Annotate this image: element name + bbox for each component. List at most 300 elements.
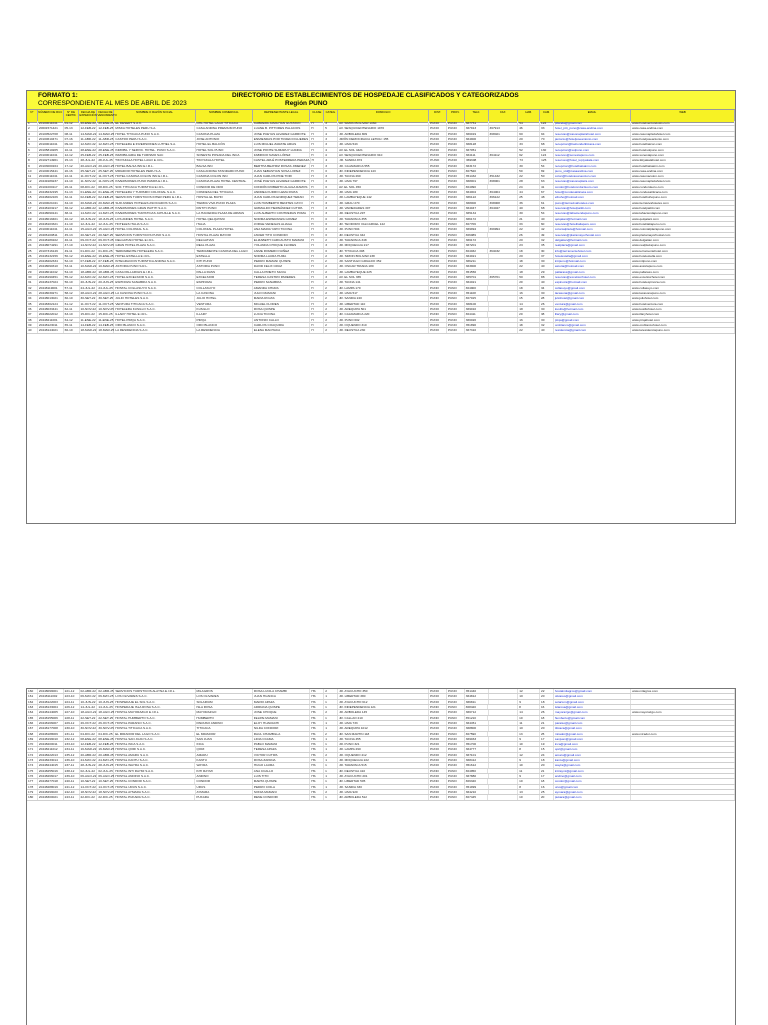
col-email-cell[interactable]: paraiso@gmail.com (554, 721, 631, 725)
col-trade-name-cell: EL MIRADOR (195, 732, 252, 736)
col-email-cell[interactable]: recepcion@hotelbalsainn.com (554, 164, 631, 168)
col-rooms-cell: 52 (518, 148, 540, 152)
col-issue-date-cell: 08-DIC-22 (80, 185, 98, 189)
col-class-cell: H (310, 211, 324, 215)
col-representative-cell: AMANDA CHURA (253, 286, 310, 290)
col-district-cell: PUNO (429, 179, 447, 183)
col-web-cell[interactable]: www.casonaplazahotel.com (631, 179, 735, 183)
col-ruc-cell: 20101000117 (38, 185, 64, 189)
col-ruc-cell: 20448103217 (38, 206, 64, 210)
col-email-cell[interactable]: delgatian@hotmail.com (554, 238, 631, 242)
col-category-cell: 1 (324, 763, 338, 767)
col-legal-name-cell: DELGATIAN HOTEL E.I.R.L. (114, 238, 195, 242)
col-ruc-cell: 20406100811 (38, 233, 64, 237)
col-address-cell: JR. PUNO 602 (338, 318, 429, 322)
col-beds-cell: 20 (540, 763, 554, 767)
col-fax-cell (488, 795, 518, 799)
col-email-cell[interactable]: colonialplaza@hotmail.com (554, 227, 631, 231)
col-number-cell: 9 (27, 164, 38, 168)
col-trade-name-cell: HUMBERTO (195, 716, 252, 720)
col-legal-name-cell: INVERSIONES TURISTICAS JAHUILLE S.A.C. (114, 211, 195, 215)
col-province-cell: PUNO (447, 275, 465, 279)
col-phone-cell: 351890 (465, 323, 489, 327)
col-expiry-date-cell: 07-FEB-25 (98, 259, 114, 264)
col-issue-date-cell: 28-ENE-22 (80, 147, 96, 152)
col-phone-cell: 351432 (465, 174, 489, 178)
col-email-cell[interactable]: pallarass@gmail.com (554, 270, 631, 274)
col-web-cell[interactable]: www.collasuyo.com (631, 286, 735, 290)
col-web-cell[interactable]: www.qelqatani.com (631, 217, 735, 221)
col-email-cell[interactable]: puno@tierravivahoteles.com (554, 201, 631, 205)
col-web-cell[interactable]: www.astoriapuno.com (631, 264, 735, 268)
col-phone-cell: 366211 (465, 259, 489, 263)
col-category-cell: 3 (324, 217, 338, 221)
col-email-cell[interactable]: juliohotel@gmail.com (554, 296, 631, 300)
col-email-cell[interactable]: colon@hotelcasonacolon.com (554, 174, 631, 178)
col-beds-cell: 26 (540, 710, 554, 714)
col-email-cell[interactable]: elbuho@hotmail.com (554, 195, 631, 199)
col-rooms-cell: 23 (518, 243, 540, 247)
col-class-cell: H (310, 259, 324, 263)
col-web-cell[interactable]: www.hotelbuhopuno.com (631, 195, 735, 199)
col-email-cell[interactable]: reservas@hotelpaititi.com (554, 206, 631, 210)
col-ruc-header: NÚMERO DE RUC (38, 110, 64, 122)
col-category-cell: 1 (324, 785, 338, 789)
col-address-cell: JR. TEODORO VALCARCEL 122 (338, 222, 429, 226)
col-issue-date-cell: 22-DIC-22 (80, 795, 98, 799)
col-number-cell: 35 (27, 302, 38, 306)
col-number-cell: 37 (27, 312, 38, 316)
col-address-header: DOMICILIO (338, 110, 429, 122)
col-web-cell[interactable]: www.delgatian.com (631, 238, 735, 242)
col-trade-name-cell: DELGATIAN (196, 238, 253, 242)
col-web-cell[interactable]: www.oroblancohotel.com (631, 323, 735, 327)
col-web-cell[interactable]: www.intipuno.com (631, 259, 735, 263)
col-email-cell[interactable]: ventura@gmail.com (554, 302, 631, 306)
col-number-cell: 177 (27, 779, 38, 783)
col-class-cell: H (310, 312, 324, 316)
col-district-cell: PUNO (429, 716, 447, 720)
col-address-cell: JR. CAJAMARCA 555 (338, 164, 429, 168)
col-web-cell[interactable]: www.hotelventura.com (631, 302, 735, 306)
col-district-cell: PUNO (429, 126, 447, 130)
col-ruc-cell: 20448137024 (38, 280, 64, 284)
col-province-cell: PUNO (447, 742, 465, 746)
col-phone-cell: 367520 (465, 169, 489, 173)
col-issue-date-cell: 16-MAR-22 (80, 747, 97, 752)
col-legal-name-cell: HOSTAL PUKARA S.A.C. (114, 795, 195, 799)
col-trade-name-cell: CASONA COLON INN (196, 174, 253, 178)
col-phone-cell: 364451 (465, 721, 489, 725)
col-web-cell[interactable]: www.juliohotel.com (631, 296, 735, 300)
col-web-cell[interactable]: www.casa-andina.com (631, 169, 735, 173)
col-ruc-cell: 20100011041 (38, 121, 64, 125)
col-email-cell[interactable]: mirador@gmail.com (554, 732, 631, 736)
col-address-cell: JR. DEUSTUA 230 (338, 328, 429, 332)
col-legal-name-cell: HOSTAL QORI S.A.C. (114, 747, 195, 751)
col-email-cell[interactable]: oroblanco@gmail.com (554, 323, 631, 327)
col-certificate-cell: 54-10 (64, 270, 80, 274)
col-phone-cell: 351999 (465, 785, 489, 789)
col-ruc-cell: 20448123011 (38, 323, 64, 327)
col-district-cell: PUNO (429, 201, 447, 205)
col-email-cell[interactable]: hotelestella@gmail.com (554, 254, 631, 258)
col-email-cell[interactable]: hotel_pt4_puno@casa-andina.com (554, 126, 631, 130)
col-issue-date-cell: 11-ABR-22 (80, 136, 96, 141)
col-address-cell: AV. EL SOL 4421 (338, 148, 429, 152)
col-class-cell: H (310, 264, 324, 268)
col-representative-cell: MIGUEL FLORES (253, 302, 310, 306)
col-representative-cell: LUANE B. PITTORES PALACIOS (253, 126, 310, 130)
col-issue-date-header: FECHA DE EXPEDICIÓN (79, 110, 97, 122)
col-expiry-date-cell: 08-ENE-25 (98, 736, 114, 741)
col-web-cell[interactable]: www.hotelestella.com (631, 254, 735, 258)
col-legal-name-cell: SERVICIOS TURISTICOS INTER PERU E.I.R.L. (114, 195, 195, 199)
col-legal-name-cell: CASA PALLARIGIS E.I.R.L. (114, 270, 195, 274)
col-beds-cell: 21 (540, 769, 554, 773)
col-issue-date-cell: 11-NOV-22 (80, 179, 96, 184)
col-email-cell[interactable]: qori@gmail.com (554, 747, 631, 751)
col-issue-date-cell: 12-FEB-22 (80, 126, 96, 131)
col-web-cell[interactable]: www.hotelventurelosis.com (631, 121, 735, 125)
col-representative-cell: JOSE PONTE SUMARUY LIANDA (253, 148, 310, 152)
col-province-cell: PUNO (447, 779, 465, 783)
col-issue-date-cell: 15-AGO-22 (80, 227, 97, 232)
col-email-cell[interactable]: espinoza@hotmail.com (554, 280, 631, 284)
col-fax-cell (489, 710, 519, 714)
col-category-cell: 2 (324, 302, 338, 306)
col-web-cell[interactable]: www.condordeoro.com (631, 185, 735, 189)
col-fax-cell (489, 742, 519, 746)
col-web-cell[interactable]: www.mayorazgo.com (631, 710, 735, 714)
col-legal-name-header: NOMBRE O RAZÓN SOCIAL (114, 110, 195, 122)
col-beds-cell: 42 (540, 227, 554, 231)
col-web-cell (631, 758, 735, 762)
col-email-cell[interactable]: titicaca@gmail.com (554, 726, 631, 730)
col-email-cell[interactable]: pilanda@gmail.com (554, 121, 631, 125)
col-email-cell[interactable]: olivares@gmail.com (554, 694, 631, 698)
col-legal-name-cell: HOTEL COLONIAL S.A. (114, 227, 195, 231)
col-legal-name-cell: EL MIRADOR DEL LAGO S.A.C. (114, 732, 195, 736)
col-legal-name-cell: ORO BLANCO S.A.C. (114, 323, 195, 327)
col-rooms-cell: 62 (518, 153, 540, 157)
col-web-cell[interactable]: www.hotelpaititi.com (631, 206, 735, 210)
col-district-cell: PUNO (429, 270, 447, 274)
col-email-cell[interactable]: reservas@casonaplaza.com (554, 179, 631, 183)
col-rooms-cell: 50 (518, 169, 540, 173)
col-phone-cell: 364004 (465, 190, 489, 194)
col-email-cell[interactable]: kantu@gmail.com (554, 758, 631, 762)
col-district-cell: PUNO (429, 158, 447, 162)
col-expiry-date-cell: 12-FEB-25 (98, 126, 114, 131)
col-rooms-cell: 8 (518, 747, 540, 751)
col-certificate-cell: 40-12 (64, 217, 80, 221)
col-fax-header: FAX (489, 110, 519, 122)
table-body-1 (27, 121, 735, 523)
col-trade-name-cell: BALSA INN (196, 164, 253, 168)
col-issue-date-cell: 24-JUL-22 (80, 286, 98, 290)
col-class-cell: HS (310, 737, 324, 741)
col-district-cell: PUNO (429, 742, 447, 746)
col-email-cell[interactable]: reservas@hotelitaliaperu.com (554, 222, 631, 226)
col-web-cell[interactable]: www.sonestapuno.com (631, 153, 735, 157)
col-email-cell[interactable]: amaru@gmail.com (554, 753, 631, 757)
col-expiry-date-cell: 06-AGO-25 (98, 774, 115, 778)
col-address-cell: JR. OQUENDO 412 (338, 753, 429, 757)
col-web-cell[interactable]: www.hoteljoseantonio.com (631, 137, 735, 141)
col-web-cell[interactable]: www.hotelespinoza.com (631, 280, 735, 284)
col-certificate-cell: 05-13 (64, 126, 80, 130)
col-number-cell: 36 (27, 307, 38, 311)
col-address-cell: JR. OSCAR TRIADA 180 (338, 264, 429, 268)
col-web-cell[interactable]: www.realplazapuno.com (631, 243, 735, 247)
col-category-cell: 2 (324, 318, 338, 322)
col-rooms-cell: 26 (518, 233, 540, 237)
col-address-cell: JR. AREQUIPA 1012 (338, 726, 429, 730)
col-ruc-cell: 20448266017 (38, 774, 64, 778)
col-beds-cell: 17 (540, 737, 554, 741)
col-phone-cell: 351440 (465, 689, 489, 693)
col-web-cell (631, 716, 735, 720)
col-representative-header: REPRESENTANTE LEGAL (253, 110, 310, 122)
col-expiry-date-cell: 11-NOV-25 (98, 179, 114, 184)
col-legal-name-cell: SOF. TITICACA TURISTICA E.I.R.L. (114, 185, 195, 189)
col-representative-cell: RENE CONDORI (253, 795, 310, 799)
col-class-cell: HS (310, 753, 324, 757)
col-email-cell[interactable]: reservas@excelsiorhotel.com (554, 275, 631, 279)
col-email-cell[interactable]: residencia@gmail.com (554, 328, 631, 332)
col-phone-cell: 364777 (465, 747, 489, 751)
col-phone-cell: 351700 (465, 742, 489, 746)
col-email-cell[interactable]: mayorazgo@gmail.com (554, 710, 631, 714)
col-district-cell: PUNO (429, 137, 447, 141)
col-expiry-date-cell: 11-OCT-25 (98, 301, 114, 306)
col-trade-name-cell: ORO BLANCO (195, 323, 252, 327)
col-class-header: CLASE (310, 110, 324, 122)
col-email-cell[interactable]: realplaza@gmail.com (554, 243, 631, 247)
col-email-cell[interactable]: reservas@plazamayorhostal.com (554, 233, 631, 237)
col-web-cell[interactable]: www.hotelbalcon.com (631, 142, 735, 146)
col-certificate-cell: 239-10 (64, 774, 80, 778)
col-email-cell[interactable]: recepcion@balcondeltiticaca.com (554, 142, 631, 146)
col-rooms-cell: 18 (518, 270, 540, 274)
col-address-cell: JR. SIMON BOLIVAR 238 (338, 254, 429, 258)
col-number-cell: 40 (27, 328, 38, 332)
col-legal-name-cell: INMOBILIARIA DE TURISMO SAC (114, 153, 195, 157)
col-web-cell[interactable]: www.hotelsolpuno.com (631, 148, 735, 152)
col-web-cell[interactable]: www.tikiyakalahotel.com (631, 158, 735, 162)
col-email-cell[interactable]: islarosa@gmail.com (554, 705, 631, 709)
col-web-cell[interactable]: www.colonialplazapuno.com (631, 227, 735, 231)
col-email-cell[interactable]: reservas@lahaciendapuno.com (554, 211, 631, 215)
col-web-cell (631, 779, 735, 783)
col-province-cell: PUNO (447, 726, 465, 730)
col-issue-date-cell: 12-FEB-22 (80, 742, 96, 747)
col-rooms-cell: 9 (518, 774, 540, 778)
col-beds-cell: 16 (540, 705, 554, 709)
col-web-cell[interactable]: www.pallarass.com (631, 270, 735, 274)
col-category-cell: 3 (324, 142, 338, 146)
col-web-cell[interactable]: www.tierravivahoteles.com (631, 201, 735, 205)
col-province-cell: PUNO (447, 270, 465, 274)
col-rooms-cell: 54 (518, 121, 540, 125)
col-email-cell[interactable]: pirqa@gmail.com (554, 318, 631, 322)
col-email-cell[interactable]: aymara@gmail.com (554, 790, 631, 794)
col-category-cell: 3 (324, 275, 338, 279)
col-representative-cell: GRIMALDO HERNÁNDEZ CUTIPA (253, 206, 310, 210)
col-email-cell[interactable]: intipuno@hotmail.com (554, 259, 631, 263)
col-rooms-cell: 9 (518, 700, 540, 704)
col-trade-name-cell: WAYRA (195, 763, 252, 767)
col-email-cell[interactable]: wayra@gmail.com (554, 763, 631, 767)
col-class-cell: H (310, 126, 324, 130)
col-legal-name-cell: HOSTAL TITICACA S.A.C. (114, 726, 195, 730)
col-web-cell[interactable]: www.lahaciendapuno.com (631, 211, 735, 215)
col-class-cell: H (310, 296, 324, 300)
col-phone-cell: 369994 (465, 227, 489, 231)
col-email-cell[interactable]: hostalmilagros@gmail.com (554, 689, 631, 693)
col-web-cell[interactable]: www.casa-andina.com (631, 126, 735, 130)
col-class-cell: H (310, 132, 324, 136)
col-province-cell: PUNO (447, 217, 465, 221)
col-email-cell[interactable]: reserves@sonestapuno.com (554, 153, 631, 157)
col-category-cell: 2 (324, 259, 338, 263)
col-number-cell: 174 (27, 763, 38, 767)
col-category-cell: 2 (324, 280, 338, 284)
col-phone-cell: 369340 (465, 779, 489, 783)
col-province-cell: PUNO (447, 296, 465, 300)
col-expiry-date-cell: 28-JUN-25 (98, 763, 114, 768)
col-fax-cell (489, 790, 519, 794)
col-class-cell: HS (310, 694, 324, 698)
col-fax-cell (489, 721, 519, 725)
col-trade-name-cell: MAYORAZGO (196, 710, 253, 714)
col-province-cell: PUNO (447, 243, 465, 247)
col-legal-name-cell: INVERSIONES GRAN PAITITI S.A.C. (114, 206, 195, 210)
col-email-cell[interactable]: sanjuan@gmail.com (554, 737, 631, 741)
col-web-cell[interactable]: www.illaryhotel.com (631, 312, 735, 316)
col-web-cell[interactable]: www.casonacolon.com (631, 174, 735, 178)
col-class-cell: H (310, 328, 324, 332)
col-trade-name-cell: PAITITI PUNO (196, 206, 253, 210)
col-address-cell: JR. SAN MARTIN 118 (338, 732, 429, 736)
col-address-cell: JR. LIMA 180 (338, 190, 429, 194)
col-province-cell: PUNO (447, 185, 465, 189)
col-province-cell: PUNO (447, 328, 465, 332)
col-certificate-cell: 226-12 (64, 705, 80, 709)
col-expiry-date-cell: 18-AGO-25 (98, 710, 115, 715)
col-issue-date-cell: 01-DIC-22 (80, 249, 98, 253)
col-email-cell[interactable]: kusillo@hotmail.com (554, 307, 631, 311)
col-class-cell: HS (310, 705, 324, 709)
col-legal-name-cell: HOSTAL PARAISO S.A.C. (114, 721, 195, 725)
col-ruc-cell: 20448189102 (38, 238, 64, 242)
col-web-cell[interactable]: www.terramentehotel.com (631, 249, 735, 253)
col-certificate-cell: 07-16 (64, 137, 80, 141)
col-email-cell[interactable]: qelqatani@hotmail.com (554, 217, 631, 221)
col-trade-name-cell: TERRAMENTE CASONA DEL LAGO (195, 249, 252, 253)
col-email-cell[interactable]: illary@gmail.com (554, 312, 631, 316)
col-issue-date-cell: 14-FEB-22 (80, 322, 96, 327)
col-beds-cell: 94 (540, 132, 554, 136)
col-email-cell[interactable]: lacasona@gmail.com (554, 291, 631, 295)
col-email-cell[interactable]: pukara@gmail.com (554, 795, 631, 799)
col-email-cell[interactable]: info@terramentehotel.com (554, 249, 631, 253)
col-web-cell[interactable]: www.casonaplazahotel.com (631, 132, 735, 136)
col-certificate-cell: 45-13 (64, 233, 80, 237)
col-email-cell[interactable]: collasuyo@gmail.com (554, 286, 631, 290)
col-fax-cell (489, 689, 519, 693)
col-class-cell: H (310, 243, 324, 247)
col-expiry-date-cell: 12-MAY-25 (98, 142, 114, 147)
col-representative-cell: TERESA APAZA (253, 747, 310, 751)
col-issue-date-cell: 06-AGO-22 (80, 774, 97, 778)
col-beds-cell: 18 (540, 758, 554, 762)
col-web-cell[interactable]: www.laresidenciapuno.com (631, 328, 735, 332)
col-trade-name-cell: SOLARIUM (195, 700, 252, 704)
col-email-cell[interactable]: andino@gmail.com (554, 774, 631, 778)
col-issue-date-cell: 04-DIC-22 (80, 732, 98, 736)
col-class-cell: H (310, 153, 324, 157)
col-issue-date-cell: 02-ABR-22 (80, 689, 96, 693)
col-email-cell[interactable]: condor@hotelcondordeoro.com (554, 185, 631, 189)
col-web-cell[interactable]: www.condesatiticaca.com (631, 190, 735, 194)
col-email-cell[interactable]: astoria@hotmail.com (554, 264, 631, 268)
col-web-cell[interactable]: www.mirador.com (631, 732, 735, 736)
col-issue-date-cell: 14-MAY-22 (80, 211, 96, 216)
col-web-cell[interactable]: www.milagros.com (631, 689, 735, 693)
col-expiry-date-cell: 12-JUL-25 (98, 221, 113, 226)
col-expiry-date-cell: 28-ENE-25 (98, 147, 114, 152)
col-number-cell: 175 (27, 769, 38, 773)
col-beds-cell: 29 (540, 270, 554, 274)
col-category-cell: 5 (324, 126, 338, 130)
col-web-cell[interactable]: www.pirqahotel.com (631, 318, 735, 322)
col-beds-cell: 68 (540, 142, 554, 146)
col-web-cell[interactable]: www.hotelitaliaperu.com (631, 222, 735, 226)
col-issue-date-cell: 12-ABR-22 (80, 206, 96, 210)
col-email-cell[interactable]: recepcion@solpuno.com (554, 148, 631, 152)
col-ruc-cell: 20449189237 (38, 179, 64, 183)
col-email-cell[interactable]: condor@gmail.com (554, 779, 631, 783)
table-body-2 (27, 689, 735, 1025)
col-beds-cell: 25 (540, 732, 554, 736)
col-email-cell[interactable]: humberto@gmail.com (554, 716, 631, 720)
col-class-cell: HS (310, 747, 324, 751)
col-email-cell[interactable]: urus@gmail.com (554, 785, 631, 789)
col-representative-cell: LUIS TITO (253, 774, 310, 778)
col-representative-cell: BERTHA BEATRIZ ROSAS JIMENEZ (253, 164, 310, 168)
col-email-cell[interactable]: jantonio@hoteljoseantonio.com (554, 137, 631, 141)
col-web-cell[interactable]: www.kusillohotel.com (631, 307, 735, 311)
col-issue-date-cell: 30-SET-22 (80, 296, 98, 300)
col-web-cell[interactable]: www.excelsiorhotel.com (631, 275, 735, 279)
col-email-cell[interactable]: solarium@gmail.com (554, 700, 631, 704)
col-email-cell[interactable]: inca@gmail.com (554, 742, 631, 746)
col-web-cell[interactable]: www.lacasonapuno.com (631, 291, 735, 295)
col-email-cell[interactable]: intiraymi@gmail.com (554, 769, 631, 773)
col-issue-date-cell: 15-DIC-22 (80, 312, 98, 316)
col-legal-name-cell: CASTRO PERU S.A.C. (114, 137, 195, 141)
col-email-cell[interactable]: puno_std@casaandina.com (554, 169, 631, 173)
col-email-cell[interactable]: reserves@hotel_tupiyakala.com (554, 158, 631, 162)
col-email-cell[interactable]: reservas@casonaplazahotel.com (554, 132, 631, 136)
col-web-cell[interactable]: www.plazamayorhostal.com (631, 233, 735, 237)
col-district-cell: PUNO (429, 318, 447, 322)
col-email-cell[interactable]: hotel@condesatiticaca.com (554, 190, 631, 194)
col-web-cell[interactable]: www.hotelbalsainn.com (631, 164, 735, 168)
col-web-cell (631, 726, 735, 730)
